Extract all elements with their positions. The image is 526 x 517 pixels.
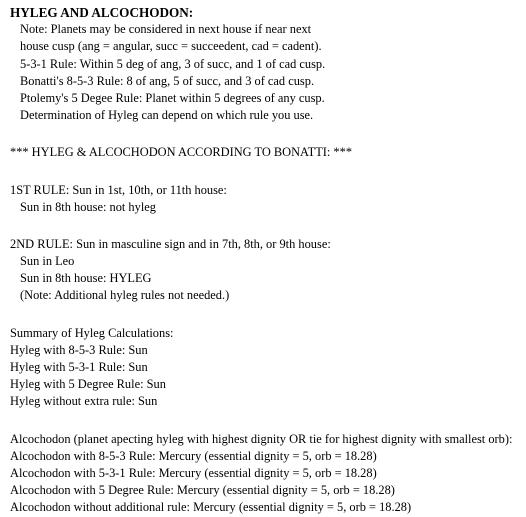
rule2-line: Sun in 8th house: HYLEG [20, 271, 152, 286]
intro-note-line: house cusp (ang = angular, succ = succeedent, cad = cadent). [20, 39, 322, 54]
bonatti-section-header: *** HYLEG & ALCOCHODON ACCORDING TO BONATTI: *** [10, 145, 353, 160]
rule1-heading: 1ST RULE: Sun in 1st, 10th, or 11th house: [10, 182, 227, 197]
spacer [10, 162, 520, 182]
alcochodon-heading: Alcochodon (planet apecting hyleg with highest dignity OR tie for highest dignity with smallest orb): [10, 431, 513, 446]
alcochodon-line: Alcochodon with 5-3-1 Rule: Mercury (essential dignity = 5, orb = 18.28) [10, 465, 377, 480]
spacer [10, 216, 520, 236]
summary-heading: Summary of Hyleg Calculations: [10, 325, 174, 340]
rule2-line: (Note: Additional hyleg rules not needed.) [20, 288, 230, 303]
report-title: HYLEG AND ALCOCHODON: [10, 5, 194, 20]
alcochodon-line: Alcochodon without additional rule: Mercury (essential dignity = 5, orb = 18.28) [10, 500, 412, 515]
rule1-line: Sun in 8th house: not hyleg [20, 199, 156, 214]
rule2-line: Sun in Leo [20, 254, 75, 269]
intro-note-line: Ptolemy's 5 Degee Rule: Planet within 5 degrees of any cusp. [20, 90, 325, 105]
summary-line: Hyleg with 5-3-1 Rule: Sun [10, 360, 148, 374]
intro-note-line: Note: Planets may be considered in next house if near next [20, 22, 312, 37]
rule2-heading: 2ND RULE: Sun in masculine sign and in 7th, 8th, or 9th house: [10, 236, 331, 251]
summary-line: Hyleg with 8-5-3 Rule: Sun [10, 342, 148, 357]
alcochodon-line: Alcochodon with 8-5-3 Rule: Mercury (essential dignity = 5, orb = 18.28) [10, 448, 377, 463]
intro-note-line: Bonatti's 8-5-3 Rule: 8 of ang, 5 of succ, and 3 of cad cusp. [20, 73, 315, 88]
spacer [10, 305, 520, 325]
spacer [10, 124, 520, 144]
summary-line: Hyleg with 5 Degree Rule: Sun [10, 377, 166, 392]
alcochodon-line: Alcochodon with 5 Degree Rule: Mercury (essential dignity = 5, orb = 18.28) [10, 483, 395, 498]
summary-line: Hyleg without extra rule: Sun [10, 394, 158, 409]
spacer [10, 411, 520, 431]
intro-note-line: Determination of Hyleg can depend on which rule you use. [20, 108, 314, 123]
intro-note-line: 5-3-1 Rule: Within 5 deg of ang, 3 of succ, and 1 of cad cusp. [20, 56, 326, 71]
